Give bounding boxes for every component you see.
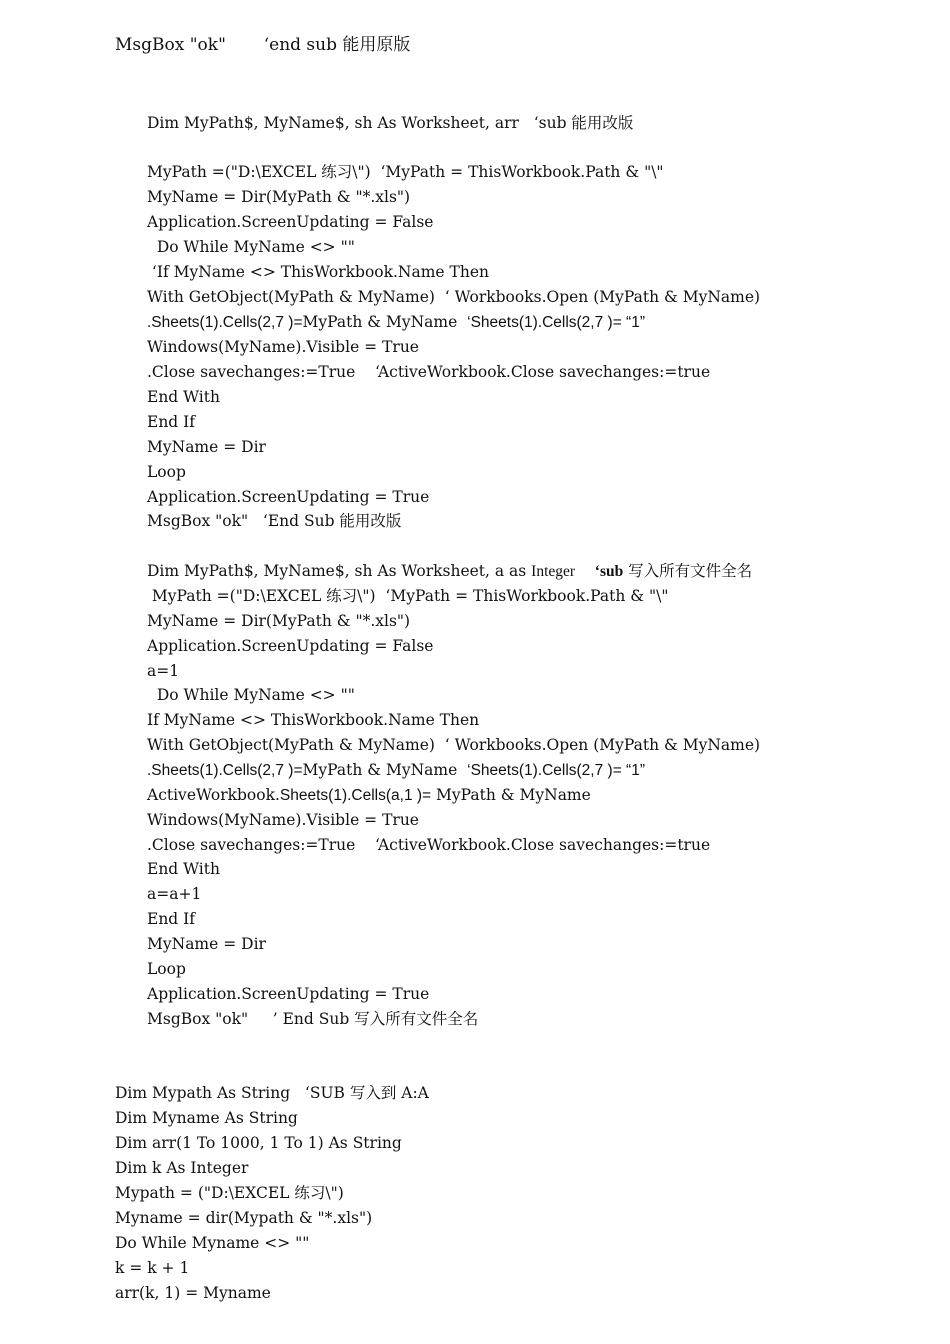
code-line: Myname = dir(Mypath & "*.xls"): [115, 1209, 373, 1227]
code-line: .Close savechanges:=True ‘ActiveWorkbook.Close savechanges:=true: [147, 836, 711, 854]
code-line: Dim MyPath$, MyName$, sh As Worksheet, arr ‘sub 能用改版: [147, 114, 634, 132]
code-line: End If: [147, 910, 196, 928]
code-fragment: [575, 562, 595, 580]
code-line: With GetObject(MyPath & MyName) ‘ Workbooks.Open (MyPath & MyName): [147, 736, 761, 754]
code-line: MsgBox "ok" ‘End Sub 能用改版: [147, 512, 402, 530]
code-fragment: Integer: [531, 563, 576, 580]
code-fragment: ‘Sheets(1).Cells(2,7 )= “1”: [467, 314, 646, 331]
code-fragment: ‘sub: [594, 563, 624, 580]
code-line: [147, 561, 752, 582]
code-line: If MyName <> ThisWorkbook.Name Then: [147, 711, 480, 729]
code-line: End With: [147, 860, 220, 878]
code-line: .Close savechanges:=True ‘ActiveWorkbook.Close savechanges:=true: [147, 363, 711, 381]
code-line: Dim Mypath As String ‘SUB 写入到 A:A: [115, 1084, 429, 1102]
code-fragment: 写入所有文件全名: [623, 562, 753, 580]
code-line: [147, 760, 645, 781]
code-line: Application.ScreenUpdating = False: [147, 637, 434, 655]
code-line: Application.ScreenUpdating = True: [147, 488, 430, 506]
code-fragment: ‘Sheets(1).Cells(2,7 )= “1”: [467, 762, 646, 779]
code-line: MyPath =("D:\EXCEL 练习\") ‘MyPath = ThisWorkbook.Path & "\": [147, 163, 664, 181]
code-line: MsgBox "ok" ’ End Sub 写入所有文件全名: [147, 1010, 479, 1028]
code-line: ‘If MyName <> ThisWorkbook.Name Then: [147, 263, 489, 281]
code-line: k = k + 1: [115, 1259, 190, 1277]
code-fragment: ActiveWorkbook.: [147, 786, 280, 804]
code-line: Dim arr(1 To 1000, 1 To 1) As String: [115, 1134, 402, 1152]
code-line: Loop: [147, 463, 186, 481]
code-line: End With: [147, 388, 220, 406]
code-fragment: Dim MyPath$, MyName$, sh As Worksheet, a as: [147, 562, 532, 580]
code-line: Dim k As Integer: [115, 1159, 249, 1177]
code-line: Application.ScreenUpdating = False: [147, 213, 434, 231]
code-fragment: MyPath & MyName: [431, 786, 591, 804]
code-line: With GetObject(MyPath & MyName) ‘ Workbooks.Open (MyPath & MyName): [147, 288, 761, 306]
code-line: Loop: [147, 960, 186, 978]
code-line: Windows(MyName).Visible = True: [147, 338, 419, 356]
code-fragment: .Sheets(1).Cells(2,7 )=: [147, 762, 303, 779]
code-line: Application.ScreenUpdating = True: [147, 985, 430, 1003]
code-line: [147, 312, 645, 333]
code-line: [147, 785, 591, 806]
code-line: MyName = Dir(MyPath & "*.xls"): [147, 188, 411, 206]
code-line: a=a+1: [147, 885, 202, 903]
code-fragment: MyPath & MyName: [302, 761, 468, 779]
code-line: MyName = Dir(MyPath & "*.xls"): [147, 612, 411, 630]
code-line: Do While MyName <> "": [147, 686, 355, 704]
code-fragment: .Sheets(1).Cells(2,7 )=: [147, 314, 303, 331]
code-line: Do While Myname <> "": [115, 1234, 310, 1252]
code-line: End If: [147, 413, 196, 431]
code-line: Mypath = ("D:\EXCEL 练习\"): [115, 1184, 344, 1202]
code-fragment: MyPath & MyName: [302, 313, 468, 331]
code-line: Dim Myname As String: [115, 1109, 298, 1127]
header-code-line: MsgBox "ok" ‘end sub 能用原版: [115, 35, 411, 55]
code-line: MyName = Dir: [147, 438, 266, 456]
code-line: a=1: [147, 662, 180, 680]
code-line: Do While MyName <> "": [147, 238, 355, 256]
code-fragment: Sheets(1).Cells(a,1 )=: [279, 787, 432, 804]
code-line: Windows(MyName).Visible = True: [147, 811, 419, 829]
code-line: MyPath =("D:\EXCEL 练习\") ‘MyPath = ThisWorkbook.Path & "\": [147, 587, 669, 605]
code-line: arr(k, 1) = Myname: [115, 1284, 271, 1302]
code-line: MyName = Dir: [147, 935, 266, 953]
